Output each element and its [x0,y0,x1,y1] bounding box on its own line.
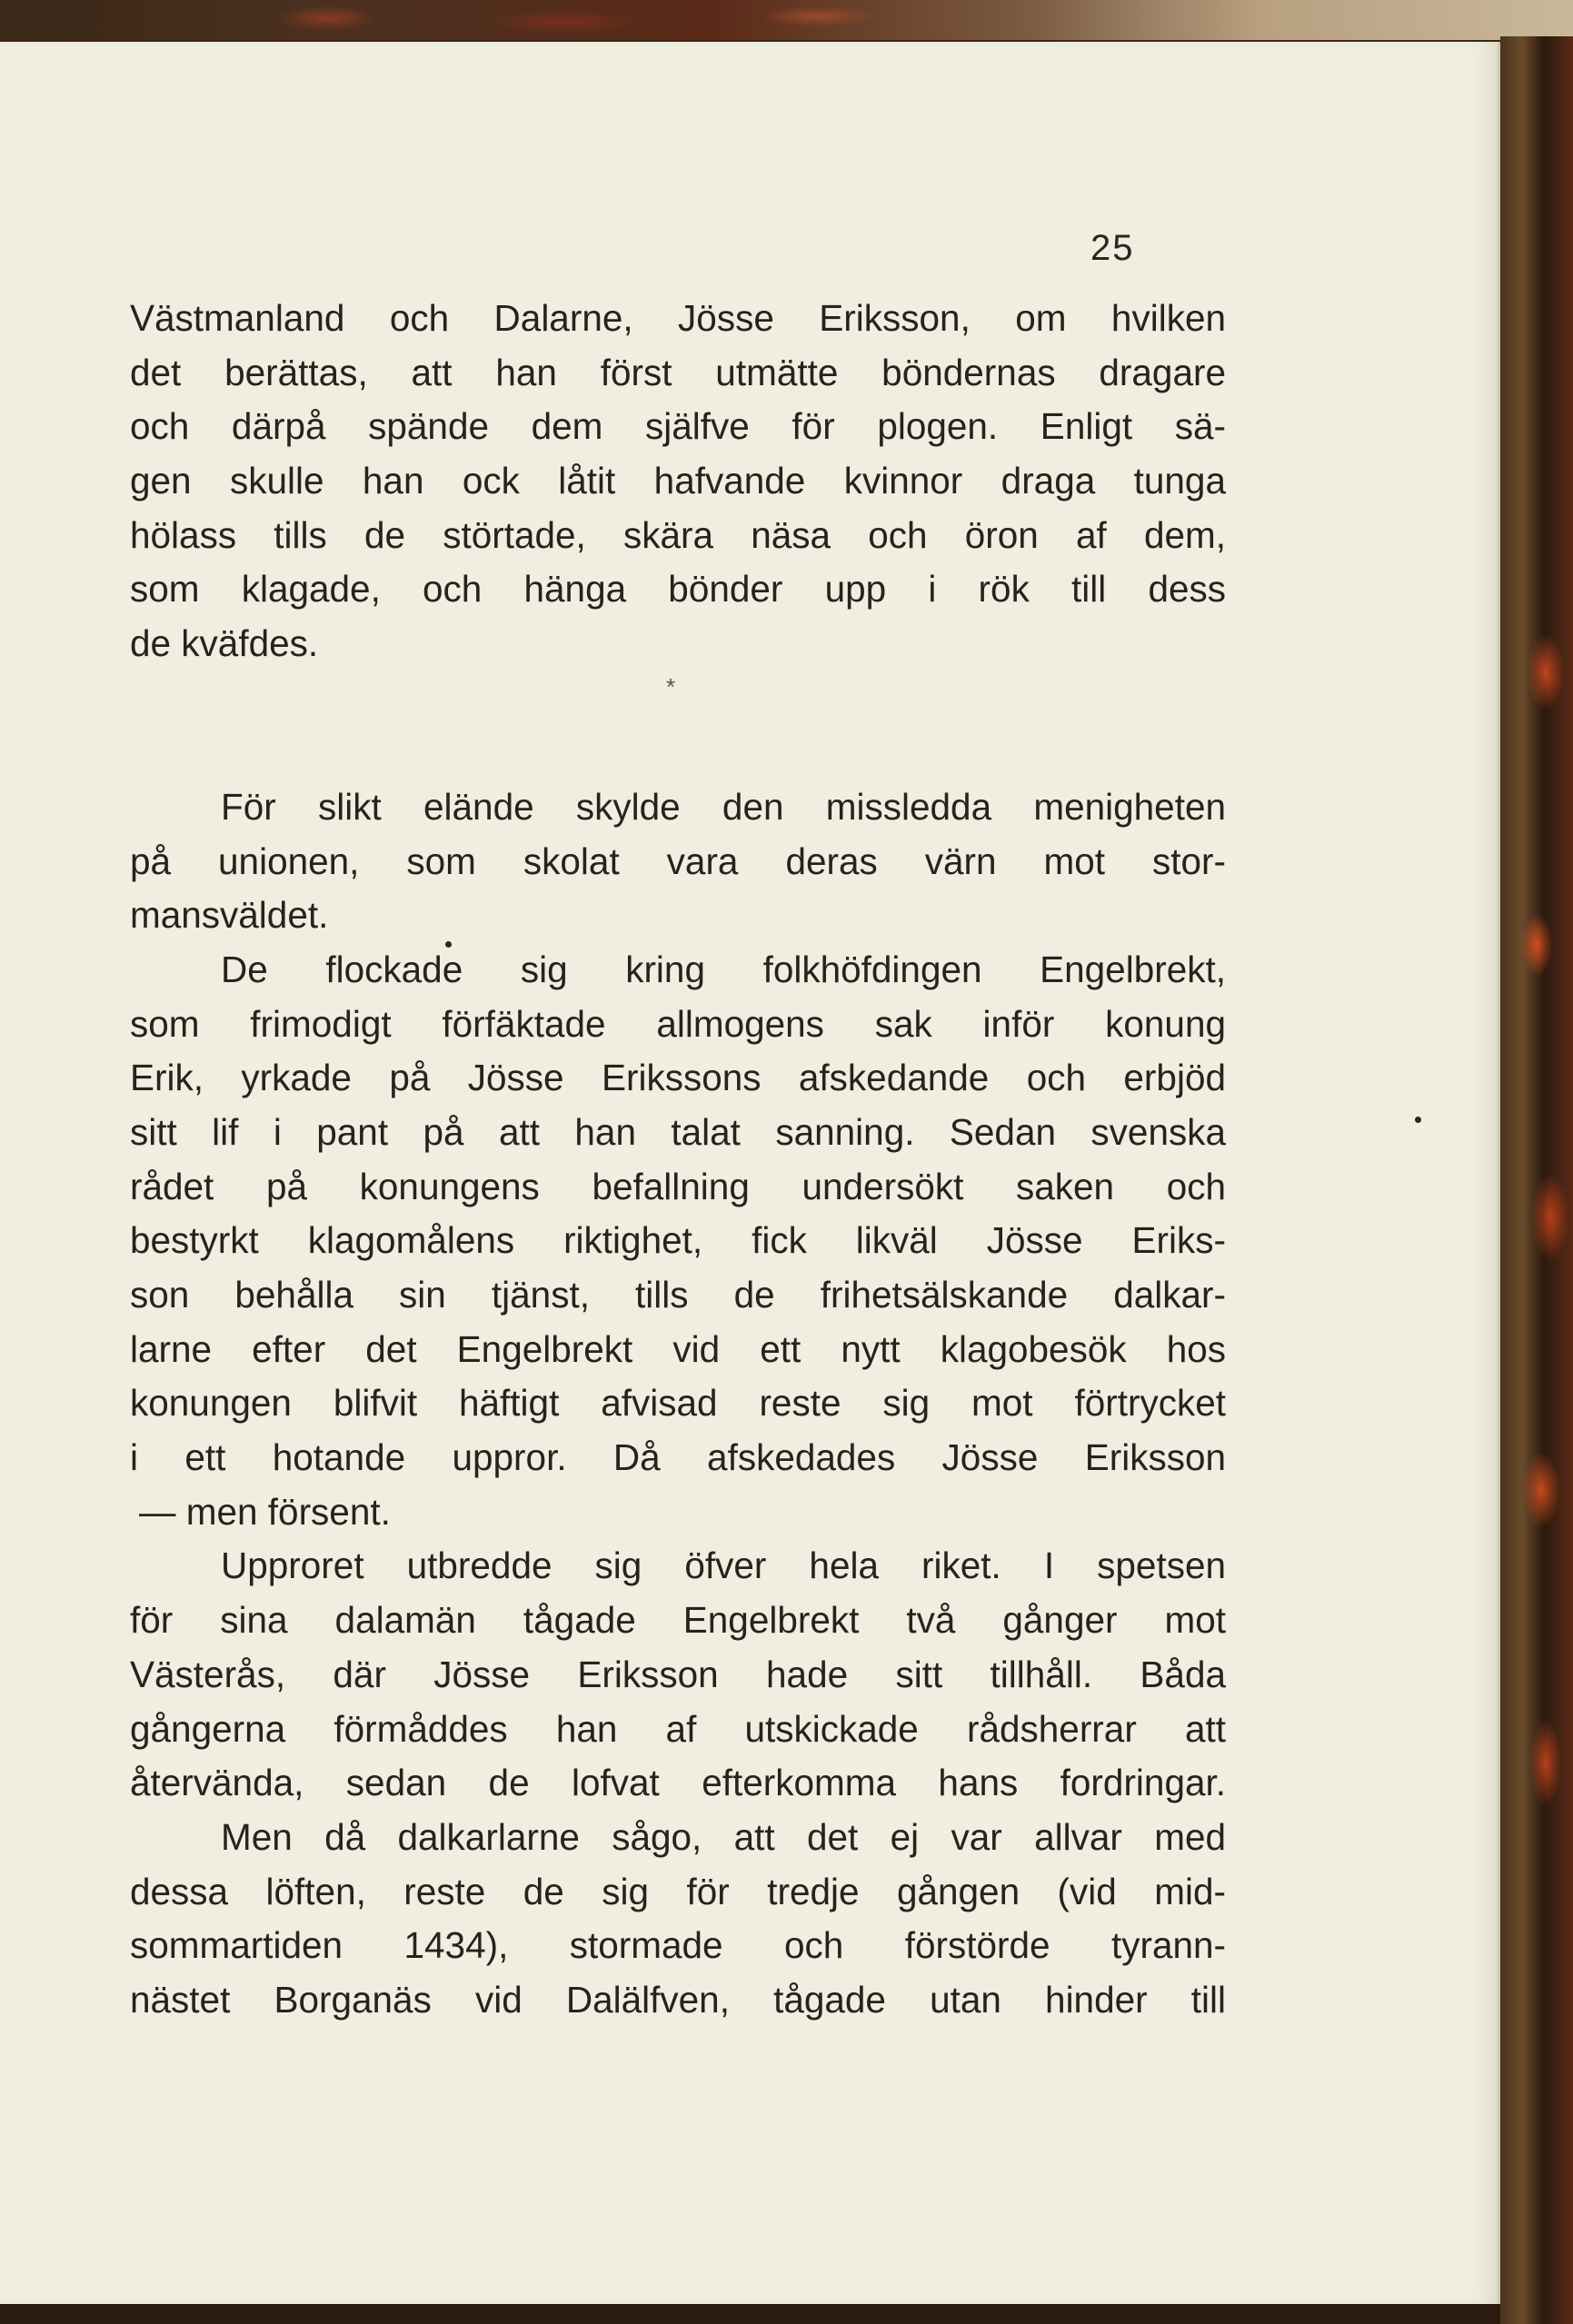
text-line: nästet Borganäs vid Dalälfven, tågade utan hinder till [130,1978,1226,2021]
text-line: Upproret utbredde sig öfver hela riket. I spetsen [221,1544,1226,1587]
text-line: sitt lif i pant på att han talat sanning. Sedan svenska [130,1110,1226,1153]
text-line: bestyrkt klagomålens riktighet, fick likväl Jösse Eriks- [130,1219,1226,1262]
page-number: 25 [1090,228,1135,268]
text-line: på unionen, som skolat vara deras värn mot stor- [130,839,1226,882]
text-line: hölass tills de störtade, skära näsa och öron af dem, [130,513,1226,556]
text-line: De flockade sig kring folkhöfdingen Engelbrekt, [221,948,1226,990]
text-line: larne efter det Engelbrekt vid ett nytt klagobesök hos [130,1327,1226,1370]
text-line: rådet på konungens befallning undersökt saken och [130,1165,1226,1207]
text-line: Erik, yrkade på Jösse Erikssons afskedande och erbjöd [130,1057,1226,1099]
text-line: För slikt elände skylde den missledda menigheten [221,785,1226,828]
section-star: * [666,672,676,700]
section-break [130,671,1226,780]
text-line: konungen blifvit häftigt afvisad reste sig mot förtrycket [130,1382,1226,1425]
text-line: gångerna förmåddes han af utskickade rådsherrar att [130,1707,1226,1750]
text-line: Västmanland och Dalarne, Jösse Eriksson, om hvilken [130,297,1226,339]
body-text [130,292,1226,2028]
text-line: som klagade, och hänga bönder upp i rök till dess [130,568,1226,611]
text-line: sommartiden 1434), stormade och förstörde tyrann- [130,1924,1226,1967]
text-line: son behålla sin tjänst, tills de frihetsälskande dalkar- [130,1274,1226,1316]
marbled-right-edge [1500,36,1573,2324]
marbled-top-edge [0,0,1573,40]
book-page [0,42,1500,2304]
ink-speck [1415,1117,1421,1123]
text-line: — men försent. [139,1490,391,1533]
text-line: mansväldet. [130,894,329,937]
text-line: de kväfdes. [130,622,319,665]
text-line: gen skulle han ock låtit hafvande kvinnor draga tunga [130,460,1226,502]
text-line: dessa löften, reste de sig för tredje gången (vid mid- [130,1870,1226,1912]
text-line: det berättas, att han först utmätte böndernas dragare [130,351,1226,393]
text-line: för sina dalamän tågade Engelbrekt två gånger mot [130,1599,1226,1642]
ink-speck [445,941,452,948]
text-line: och därpå spände dem själfve för plogen. Enligt sä- [130,405,1226,448]
text-line: Men då dalkarlarne sågo, att det ej var allvar med [221,1815,1226,1858]
text-line: Västerås, där Jösse Eriksson hade sitt tillhåll. Båda [130,1653,1226,1695]
text-line: i ett hotande uppror. Då afskedades Jösse Eriksson [130,1436,1226,1479]
text-line: återvända, sedan de lofvat efterkomma hans fordringar. [130,1762,1226,1804]
text-line: som frimodigt förfäktade allmogens sak inför konung [130,1002,1226,1045]
